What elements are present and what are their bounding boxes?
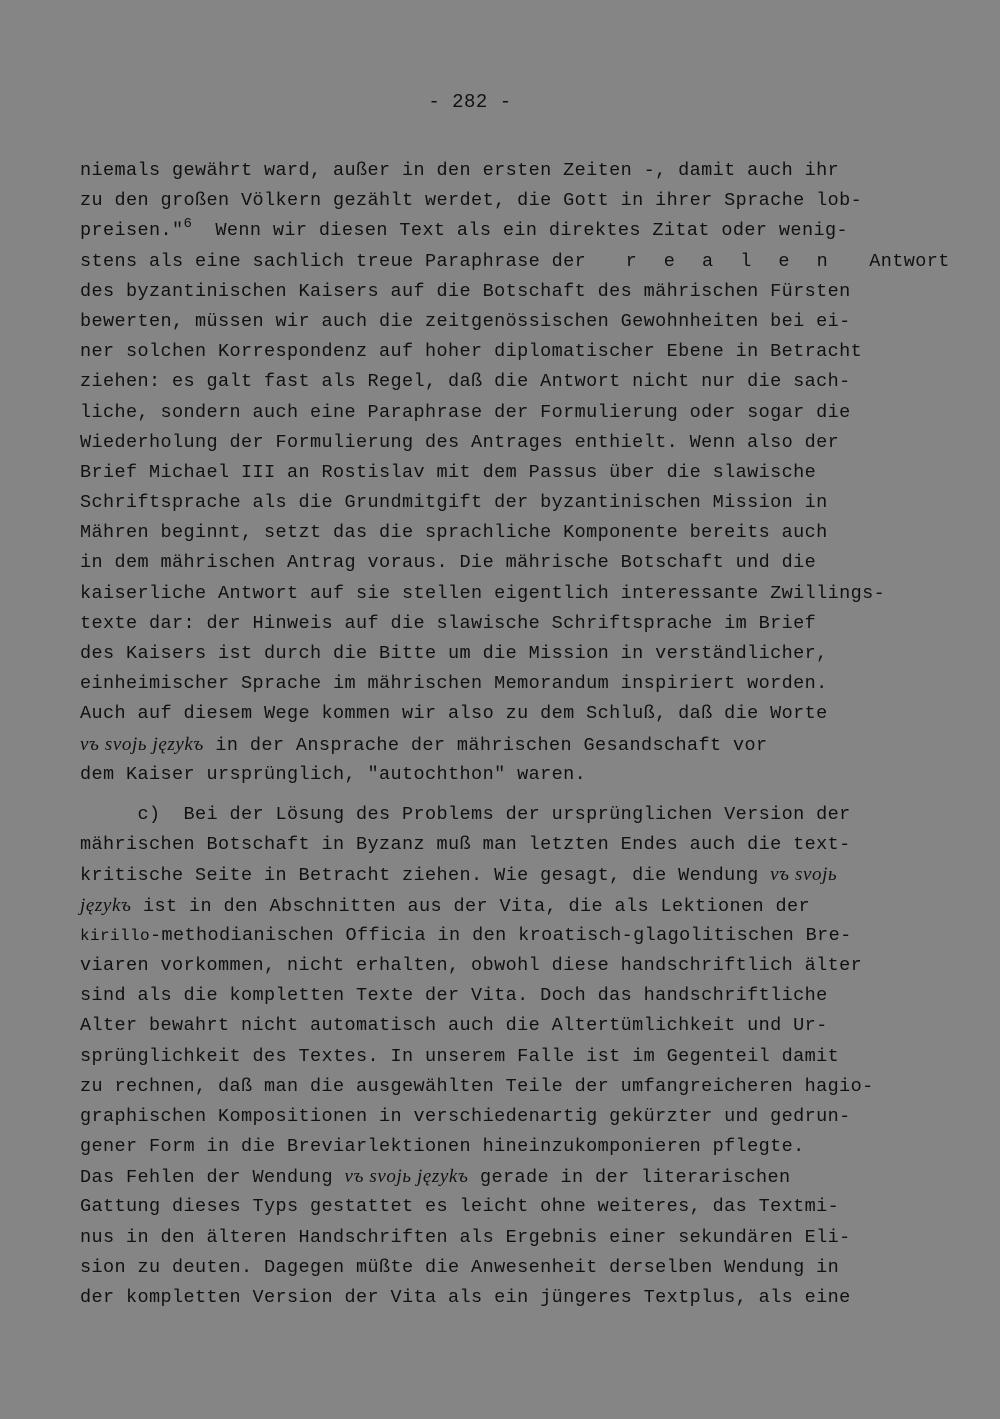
text-line bbox=[80, 921, 874, 951]
text-line: Brief Michael III an Rostislav mit dem Passus über die slawische bbox=[80, 461, 817, 483]
body-paragraph-1 bbox=[80, 156, 950, 790]
line-segment: Das Fehlen der Wendung bbox=[80, 1167, 345, 1189]
text-line: Alter bewahrt nicht automatisch auch die Altertümlichkeit und Ur- bbox=[80, 1015, 828, 1037]
text-line bbox=[80, 730, 950, 760]
footnote-marker: 6 bbox=[183, 216, 193, 233]
text-line: Gattung dieses Typs gestattet es leicht ohne weiteres, das Textmi- bbox=[80, 1196, 840, 1218]
text-line: sion zu deuten. Dagegen müßte die Anwesenheit derselben Wendung in bbox=[80, 1256, 840, 1278]
text-line bbox=[80, 891, 874, 921]
text-line: einheimischer Sprache im mährischen Memorandum inspiriert worden. bbox=[80, 673, 828, 695]
spaced-word: r e a l e n bbox=[625, 250, 836, 272]
line-segment: gerade in der literarischen bbox=[468, 1167, 791, 1189]
line-segment: ist in den Abschnitten aus der Vita, die als Lektionen der bbox=[131, 895, 811, 917]
text-line: Wiederholung der Formulierung des Antrages enthielt. Wenn also der bbox=[80, 431, 840, 453]
text-line: bewerten, müssen wir auch die zeitgenössischen Gewohnheiten bei ei- bbox=[80, 310, 851, 332]
text-line: zu rechnen, daß man die ausgewählten Teile der umfangreicheren hagio- bbox=[80, 1075, 874, 1097]
text-line bbox=[80, 1162, 874, 1192]
text-line: nus in den älteren Handschriften als Ergebnis einer sekundären Eli- bbox=[80, 1226, 851, 1248]
line-segment: kritische Seite in Betracht ziehen. Wie gesagt, die Wendung bbox=[80, 865, 771, 887]
text-line: in dem mährischen Antrag voraus. Die mährische Botschaft und die bbox=[80, 552, 817, 574]
body-paragraph-2 bbox=[80, 800, 874, 1313]
text-line: niemals gewährt ward, außer in den ersten Zeiten -, damit auch ihr bbox=[80, 160, 840, 181]
italic-phrase: językъ bbox=[80, 894, 132, 916]
text-line: der kompletten Version der Vita als ein jüngeres Textplus, als eine bbox=[80, 1287, 851, 1308]
text-line: gener Form in die Breviarlektionen hineinzukomponieren pflegte. bbox=[80, 1136, 805, 1158]
text-line: c) Bei der Lösung des Problems der ursprünglichen Version der bbox=[80, 804, 851, 825]
text-line: des Kaisers ist durch die Bitte um die Mission in verständlicher, bbox=[80, 643, 828, 664]
text-line: des byzantinischen Kaisers auf die Botschaft des mährischen Fürsten bbox=[80, 280, 851, 302]
text-line: texte dar: der Hinweis auf die slawische Schriftsprache im Brief bbox=[80, 612, 817, 634]
text-line: ner solchen Korrespondenz auf hoher diplomatischer Ebene in Betracht bbox=[80, 341, 863, 363]
quote-end: preisen." bbox=[80, 220, 184, 242]
line-segment: Wenn wir diesen Text als ein direktes Zitat oder wenig- bbox=[192, 220, 848, 242]
text-line: liche, sondern auch eine Paraphrase der Formulierung oder sogar die bbox=[80, 401, 851, 423]
italic-phrase: vъ svojь językъ bbox=[344, 1166, 469, 1188]
text-line: Auch auf diesem Wege kommen wir also zu dem Schluß, daß die Worte bbox=[80, 703, 828, 725]
text-line bbox=[80, 860, 874, 890]
text-line: sind als die kompletten Texte der Vita. Doch das handschriftliche bbox=[80, 985, 828, 1007]
page-number: - 282 - bbox=[428, 91, 512, 113]
text-line: viaren vorkommen, nicht erhalten, obwohl diese handschriftlich älter bbox=[80, 954, 863, 976]
line-segment: in der Ansprache der mährischen Gesandschaft vor bbox=[203, 734, 768, 756]
line-segment: Antwort bbox=[857, 250, 950, 272]
text-line: dem Kaiser ursprünglich, "autochthon" waren. bbox=[80, 763, 587, 785]
line-segment: kirillo bbox=[80, 926, 151, 945]
italic-phrase: vъ svojь językъ bbox=[80, 733, 204, 755]
text-line: sprünglichkeit des Textes. In unserem Falle ist im Gegenteil damit bbox=[80, 1045, 840, 1067]
text-line: kaiserliche Antwort auf sie stellen eigentlich interessante Zwillings- bbox=[80, 582, 886, 604]
line-segment: stens als eine sachlich treue Paraphrase der bbox=[80, 250, 598, 272]
text-line: Schriftsprache als die Grundmitgift der byzantinischen Mission in bbox=[80, 492, 828, 514]
line-segment: -methodianischen Officia in den kroatisch-glagolitischen Bre- bbox=[150, 924, 852, 946]
text-line: mährischen Botschaft in Byzanz muß man letzten Endes auch die text- bbox=[80, 834, 851, 856]
text-line bbox=[80, 216, 950, 246]
text-line: Mähren beginnt, setzt das die sprachliche Komponente bereits auch bbox=[80, 522, 828, 544]
text-line: graphischen Kompositionen in verschiedenartig gekürzter und gedrun- bbox=[80, 1105, 851, 1127]
italic-phrase: vъ svojь bbox=[770, 864, 838, 886]
text-line: zu den großen Völkern gezählt werdet, die Gott in ihrer Sprache lob- bbox=[80, 190, 863, 212]
text-line bbox=[80, 247, 950, 277]
text-line: ziehen: es galt fast als Regel, daß die Antwort nicht nur die sach- bbox=[80, 371, 851, 393]
